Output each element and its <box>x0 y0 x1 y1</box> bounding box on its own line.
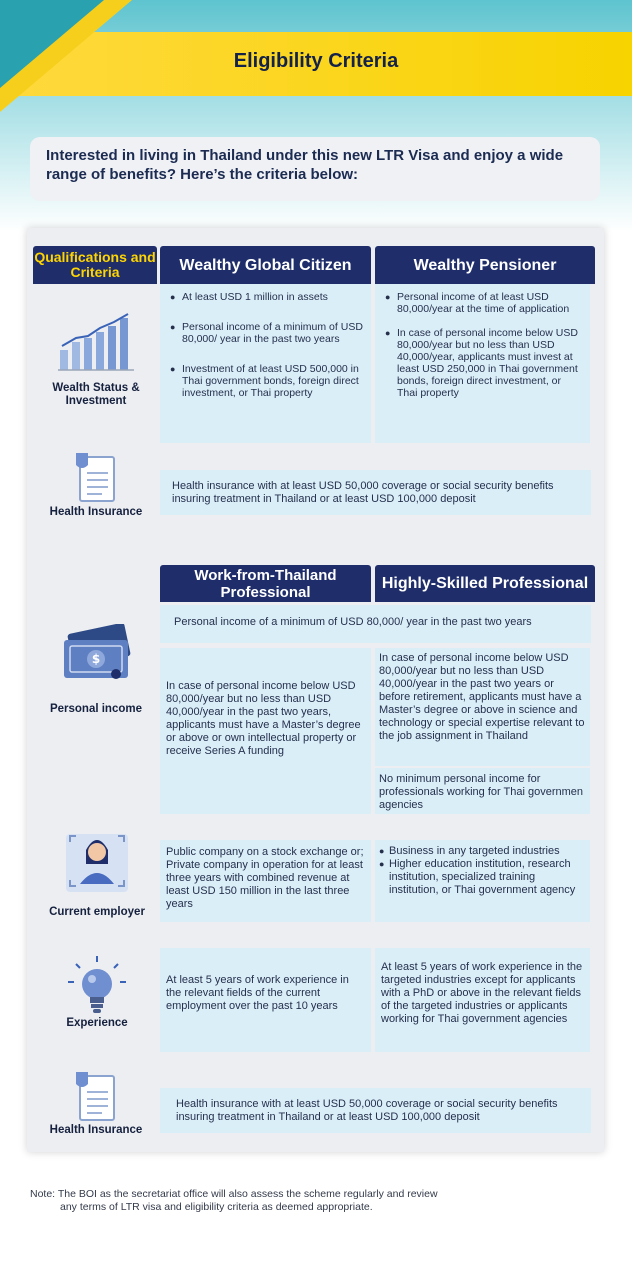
list-item: ● Business in any targeted industries <box>379 845 586 858</box>
row-label-health-insurance-2: Health Insurance <box>49 1124 143 1136</box>
header-highly-skilled: Highly-Skilled Professional <box>375 565 595 602</box>
health-insurance-cell-2: Health insurance with at least USD 50,000 coverage or social security benefits insuring treatment in Thailand or at least USD 100,000 deposit <box>160 1088 591 1133</box>
list-item: ● Personal income of a minimum of USD 80,000/ year in the past two years <box>170 321 363 345</box>
money-icon <box>60 624 134 682</box>
list-item: ● In case of personal income below USD 80,000/year but no less than USD 40,000/year, applicants must invest at least USD 250,000 in Thai government bonds, foreign direct investment, or Thai property <box>385 327 584 399</box>
header-work-from-thailand: Work-from-Thailand Professional <box>160 565 371 602</box>
header-wealthy-pensioner: Wealthy Pensioner <box>375 246 595 284</box>
page-title: Eligibility Criteria <box>233 50 399 72</box>
footnote-line-1: Note: The BOI as the secretariat office will also assess the scheme regularly and review <box>30 1188 438 1200</box>
list-item: ● Investment of at least USD 500,000 in Thai government bonds, foreign direct investment, or Thai property <box>170 363 363 399</box>
highly-skilled-employer-cell <box>375 840 590 922</box>
income-shared-cell: Personal income of a minimum of USD 80,000/ year in the past two years <box>160 605 591 643</box>
intro-box: Interested in living in Thailand under this new LTR Visa and enjoy a wide range of benefits? Here’s the criteria below: <box>30 137 600 201</box>
employee-icon <box>64 828 130 894</box>
insurance-document-icon <box>72 1070 118 1122</box>
work-from-thailand-employer-cell: Public company on a stock exchange or; Private company in operation for at least three years with combined revenue at least USD 150 million in the last three years <box>160 840 371 922</box>
work-from-thailand-income-cell: In case of personal income below USD 80,000/year but no less than USD 40,000/year in the past two years, applicants must have a Master’s degree or above or own intellectual property or receive Series A funding <box>160 648 371 814</box>
work-from-thailand-experience-cell: At least 5 years of work experience in the relevant fields of the current employment over the past 10 years <box>160 948 371 1052</box>
corner-decoration-teal <box>0 0 104 88</box>
growth-chart-icon <box>58 312 134 372</box>
row-label-personal-income: Personal income <box>49 703 143 715</box>
list-item: ● Higher education institution, research institution, specialized training institution, or Thai government agency <box>379 858 586 897</box>
highly-skilled-no-minimum-cell: No minimum personal income for professionals working for Thai governmen agencies <box>375 768 590 814</box>
footnote <box>30 1188 550 1214</box>
highly-skilled-experience-cell: At least 5 years of work experience in the targeted industries except for applicants with a PhD or above in the relevant fields of the targeted industries or applicants working for Thai government agencies <box>375 948 590 1052</box>
lightbulb-icon <box>68 956 126 1016</box>
health-insurance-cell: Health insurance with at least USD 50,000 coverage or social security benefits insuring treatment in Thailand or at least USD 100,000 deposit <box>160 470 591 515</box>
header-wealthy-global-citizen: Wealthy Global Citizen <box>160 246 371 284</box>
insurance-document-icon <box>72 451 118 503</box>
highly-skilled-income-cell: In case of personal income below USD 80,000/year but no less than USD 40,000/year in the past two years or before retirement, applicants must have a Master’s degree or above in science and technology or special expertise relevant to the job assignment in Thailand <box>375 648 590 766</box>
row-label-health-insurance: Health Insurance <box>49 506 143 518</box>
row-label-wealth: Wealth Status & Investment <box>52 382 140 407</box>
svg-text:$: $ <box>91 652 101 666</box>
row-label-current-employer: Current employer <box>49 906 145 918</box>
row-label-experience: Experience <box>66 1017 128 1029</box>
footnote-line-2: any terms of LTR visa and eligibility criteria as deemed appropriate. <box>60 1201 373 1213</box>
wealthy-pensioner-wealth-cell <box>375 284 590 443</box>
wealthy-global-citizen-wealth-cell <box>160 284 371 443</box>
list-item: ● Personal income of at least USD 80,000/year at the time of application <box>385 291 584 315</box>
list-item: ● At least USD 1 million in assets <box>170 291 363 303</box>
qualifications-header: Qualifications and Criteria <box>33 246 157 284</box>
